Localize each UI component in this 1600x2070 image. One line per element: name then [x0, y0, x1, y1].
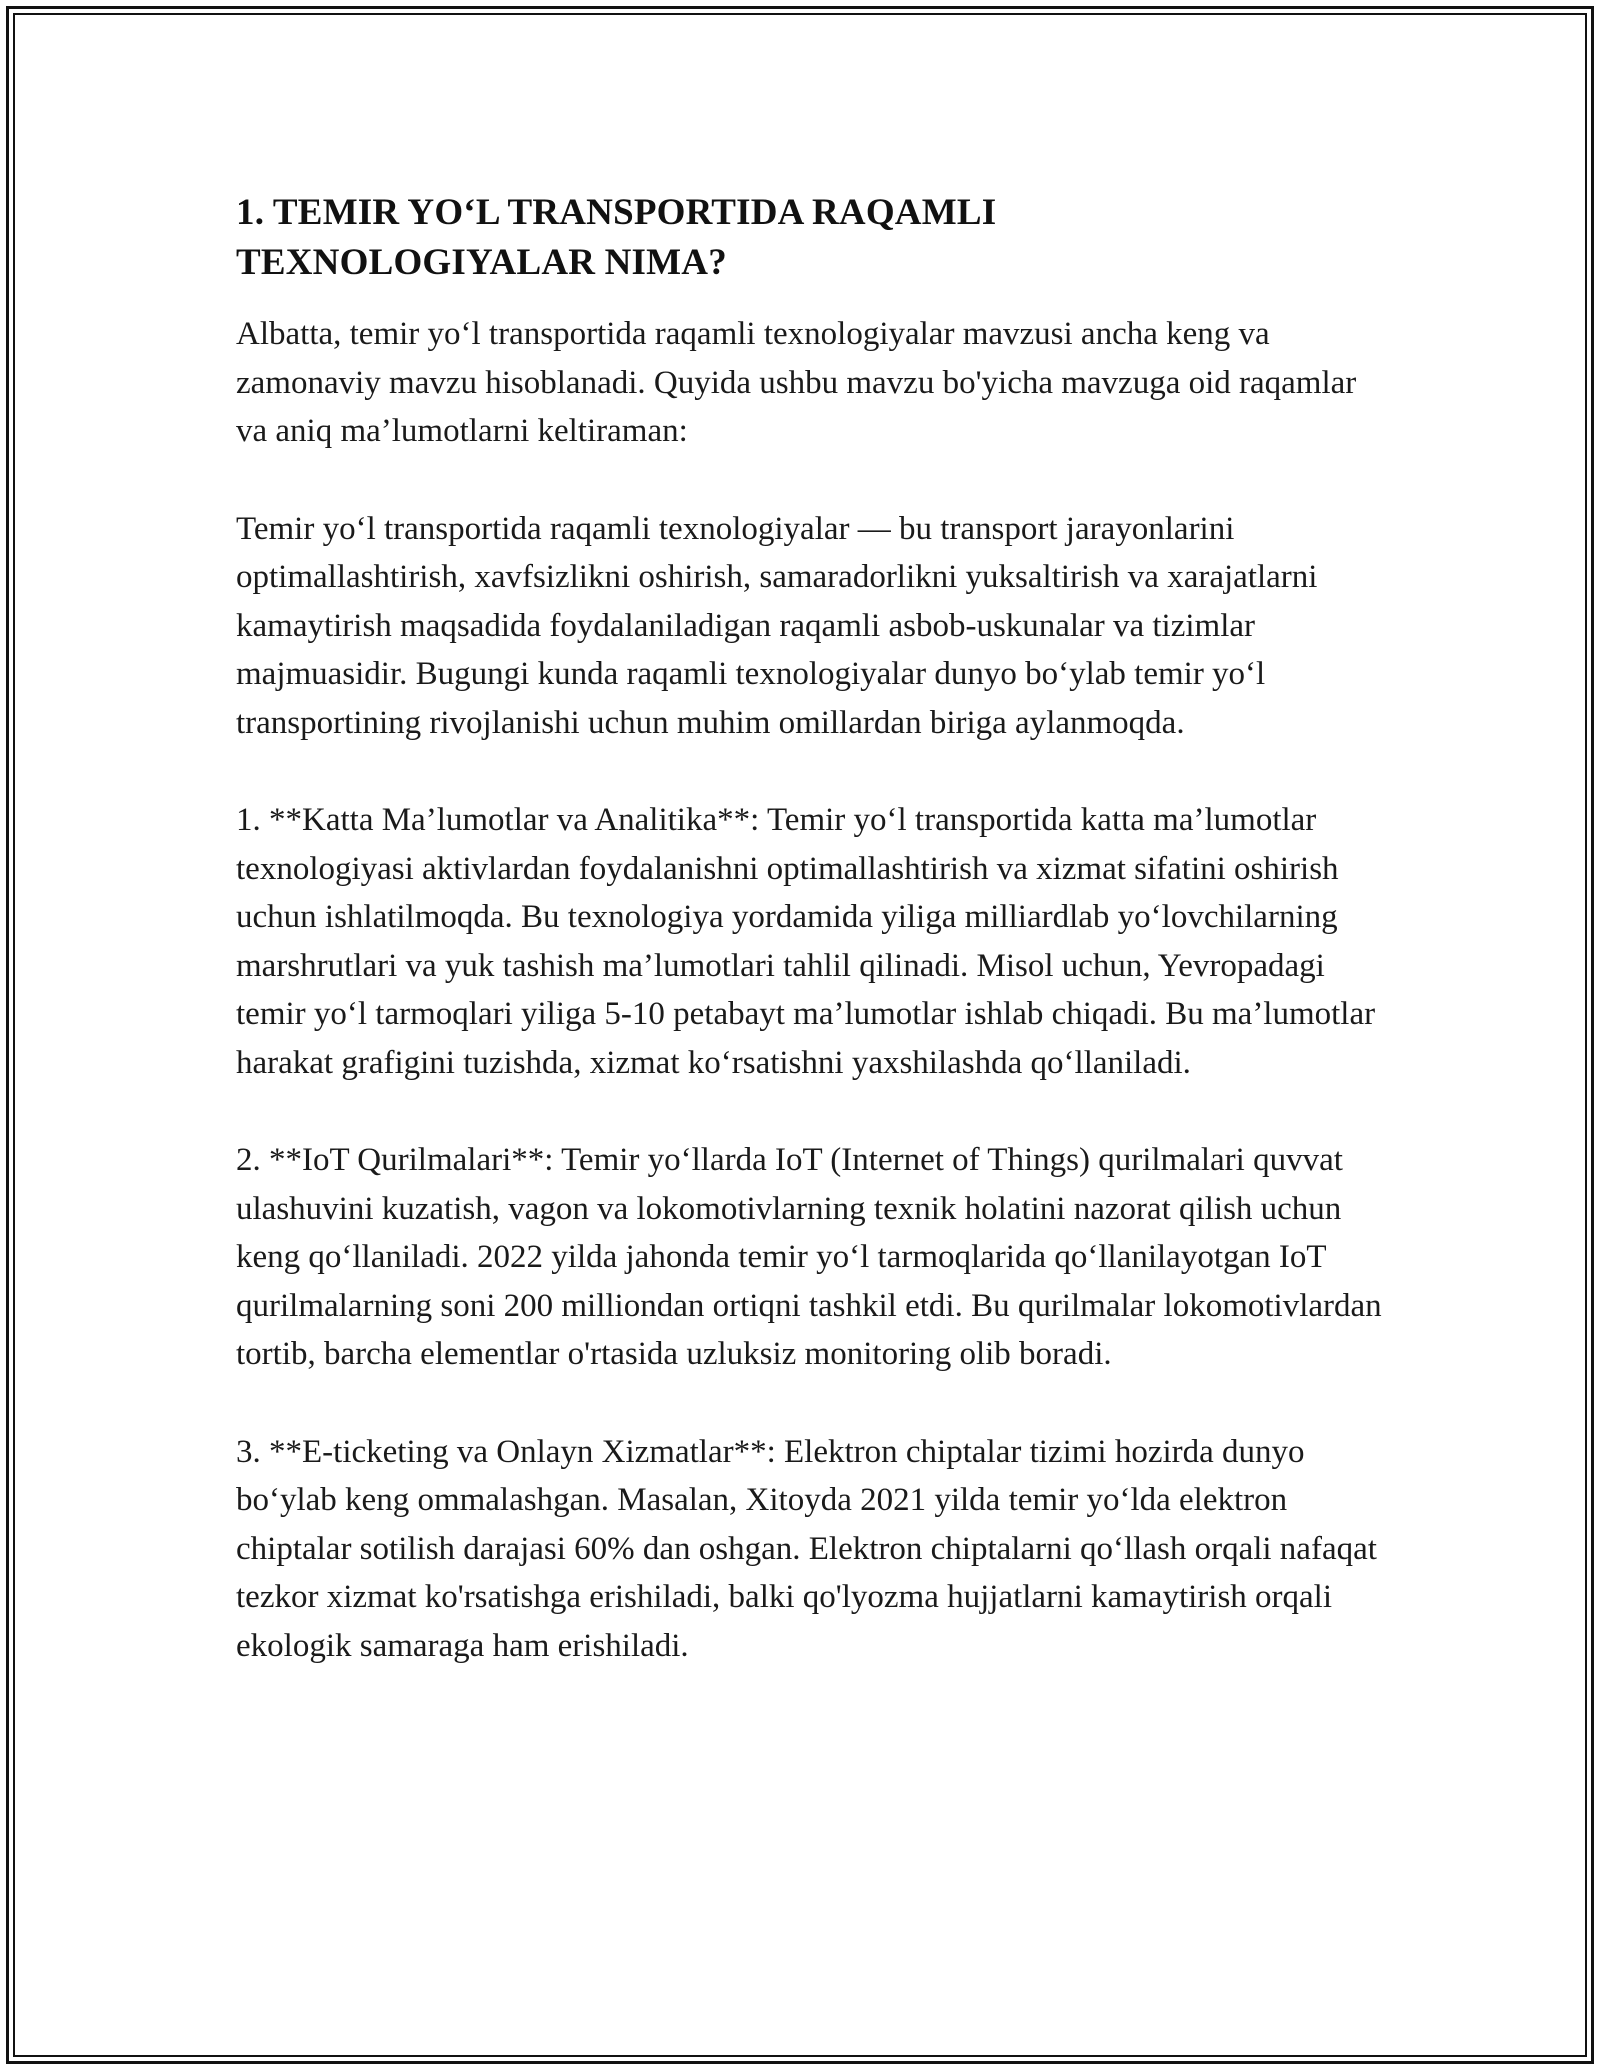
big-data-paragraph: 1. **Katta Ma’lumotlar va Analitika**: Temir yo‘l transportida katta ma’lumotlar texnologiyasi aktivlardan foydalanishni optimallashtirish va xizmat sifatini oshirish uchun ishlatilmoqda. Bu texnologiya yordamida yiliga milliardlab yo‘lovchilarning marshrutlari va yuk tashish ma’lumotlari tahlil qilinadi. Misol uchun, Yevropadagi temir yo‘l tarmoqlari yiliga 5-10 petabayt ma’lumotlar ishlab chiqadi. Bu ma’lumotlar harakat grafigini tuzishda, xizmat ko‘rsatishni yaxshilashda qo‘llaniladi. — [236, 802, 1376, 1081]
intro-paragraph: Albatta, temir yo‘l transportida raqamli texnologiyalar mavzusi ancha keng va zamonaviy mavzu hisoblanadi. Quyida ushbu mavzu bo'yicha mavzuga oid raqamlar va aniq ma’lumotlarni keltiraman: — [236, 316, 1357, 449]
document-title-line-1: 1. TEMIR YO‘L TRANSPORTIDA RAQAMLI — [236, 192, 997, 233]
iot-paragraph: 2. **IoT Qurilmalari**: Temir yo‘llarda IoT (Internet of Things) qurilmalari quvvat ulashuvini kuzatish, vagon va lokomotivlarning texnik holatini nazorat qilish uchun keng qo‘llaniladi. 2022 yilda jahonda temir yo‘l tarmoqlarida qo‘llanilayotgan IoT qurilmalarning soni 200 milliondan ortiqni tashkil etdi. Bu qurilmalar lokomotivlardan tortib, barcha elementlar o'rtasida uzluksiz monitoring olib boradi. — [236, 1142, 1382, 1372]
e-ticketing-paragraph: 3. **E-ticketing va Onlayn Xizmatlar**: Elektron chiptalar tizimi hozirda dunyo bo‘ylab keng ommalashgan. Masalan, Xitoyda 2021 yilda temir yo‘lda elektron chiptalar sotilish darajasi 60% dan oshgan. Elektron chiptalarni qo‘llash orqali nafaqat tezkor xizmat ko'rsatishga erishiladi, balki qo'lyozma hujjatlarni kamaytirish orqali ekologik samaraga ham erishiladi. — [236, 1433, 1377, 1664]
document-page — [236, 188, 1386, 1719]
definition-paragraph: Temir yo‘l transportida raqamli texnologiyalar — bu transport jarayonlarini optimallashtirish, xavfsizlikni oshirish, samaradorlikni yuksaltirish va xarajatlarni kamaytirish maqsadida foydalaniladigan raqamli asbob-uskunalar va tizimlar majmuasidir. Bugungi kunda raqamli texnologiyalar dunyo bo‘ylab temir yo‘l transportining rivojlanishi uchun muhim omillardan biriga aylanmoqda. — [236, 510, 1318, 741]
document-title-line-2: TEXNOLOGIYALAR NIMA? — [236, 242, 727, 283]
document-title — [236, 188, 1386, 288]
